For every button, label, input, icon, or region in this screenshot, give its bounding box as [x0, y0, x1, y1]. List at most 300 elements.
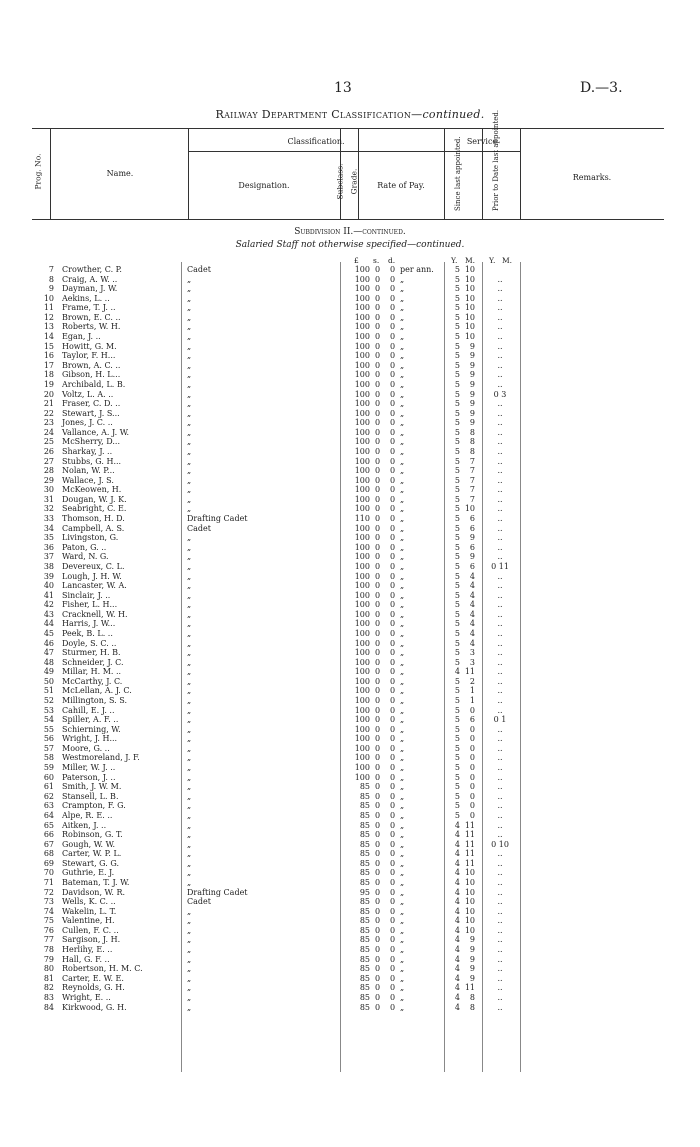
prog-no: 45	[43, 628, 54, 638]
pay-pounds: 85	[359, 954, 370, 964]
staff-name: Crampton, F. G.	[62, 801, 126, 811]
staff-name: Sargison, J. H.	[62, 935, 121, 945]
pay-period: „	[400, 581, 405, 591]
service-years: 5	[454, 628, 460, 638]
service-years: 4	[454, 897, 460, 907]
pay-pounds: 100	[354, 408, 370, 418]
pay-period: „	[400, 858, 405, 868]
prior-service: ..	[497, 801, 503, 811]
pay-pence: 0	[390, 638, 396, 648]
pay-pounds: 100	[354, 619, 370, 629]
header-subclass: Subclass.	[335, 163, 345, 200]
staff-name: Aitken, J. ..	[62, 820, 107, 830]
pay-pounds: 100	[354, 456, 370, 466]
staff-name: Stubbs, G. H...	[62, 456, 122, 466]
designation: „	[187, 542, 192, 552]
pay-period: „	[400, 523, 405, 533]
designation: „	[187, 1002, 192, 1012]
pay-period: „	[400, 600, 405, 610]
pay-pounds: 100	[354, 686, 370, 696]
designation: „	[187, 408, 192, 418]
table-row	[0, 974, 700, 984]
prog-no: 41	[43, 590, 54, 600]
header-classification: Classification.	[287, 137, 345, 146]
table-row	[0, 782, 700, 792]
staff-name: Voltz, L. A. ..	[62, 389, 114, 399]
pay-period: „	[400, 274, 405, 284]
pay-period: „	[400, 533, 405, 543]
designation: „	[187, 274, 192, 284]
service-months: 11	[464, 839, 475, 849]
prior-service: ..	[497, 485, 503, 495]
designation: „	[187, 667, 192, 677]
service-months: 10	[464, 878, 475, 887]
prog-no: 13	[43, 322, 54, 332]
designation: „	[187, 485, 192, 495]
pay-pence: 0	[390, 494, 396, 504]
prog-no: 76	[43, 925, 54, 935]
pay-shillings: 0	[375, 925, 381, 935]
pay-shillings: 0	[375, 379, 381, 389]
prior-service: ..	[497, 437, 503, 447]
service-months: 4	[469, 571, 475, 581]
pay-pounds: 100	[354, 590, 370, 600]
pay-period: „	[400, 868, 405, 878]
pay-shillings: 0	[375, 705, 381, 715]
staff-name: Robinson, G. T.	[62, 830, 123, 840]
pay-pence: 0	[390, 954, 396, 964]
prog-no: 42	[43, 600, 54, 610]
pay-shillings: 0	[375, 887, 381, 897]
service-months: 8	[469, 992, 475, 1002]
service-years: 5	[454, 533, 460, 543]
staff-name: Craig, A. W. ..	[62, 274, 118, 284]
table-row	[0, 485, 700, 495]
table-row	[0, 677, 700, 687]
col-divider	[50, 129, 51, 219]
table-row	[0, 696, 700, 706]
prog-no: 59	[43, 763, 54, 773]
service-years: 4	[454, 830, 460, 840]
service-years: 4	[454, 973, 460, 983]
staff-name: McLellan, A. J. C.	[62, 686, 132, 696]
service-months: 7	[469, 485, 475, 495]
pay-period: „	[400, 935, 405, 945]
designation: „	[187, 619, 192, 629]
pay-shillings: 0	[375, 648, 381, 658]
pay-period: „	[400, 734, 405, 744]
service-months: 6	[469, 542, 475, 552]
prog-no: 7	[48, 265, 54, 274]
prior-service: ..	[497, 494, 503, 504]
table-row	[0, 524, 700, 534]
prior-service: ..	[497, 964, 503, 974]
service-months: 10	[464, 925, 475, 935]
service-years: 5	[454, 561, 460, 571]
prior-service: ..	[497, 897, 503, 907]
designation: „	[187, 724, 192, 734]
staff-name: Wallace, J. S.	[62, 475, 114, 485]
table-row	[0, 342, 700, 352]
pay-shillings: 0	[375, 676, 381, 686]
header-service: Service	[466, 137, 498, 146]
prog-no: 40	[43, 581, 54, 591]
prior-service: ..	[497, 992, 503, 1002]
staff-name: Livingston, G.	[62, 533, 119, 543]
service-months: 10	[464, 332, 475, 342]
staff-name: Ward, N. G.	[62, 552, 109, 562]
pay-shillings: 0	[375, 370, 381, 380]
pay-pounds: 85	[359, 973, 370, 983]
pay-shillings: 0	[375, 399, 381, 409]
service-years: 5	[454, 446, 460, 456]
prior-service: ..	[497, 571, 503, 581]
pay-period: „	[400, 696, 405, 706]
staff-name: Millar, H. M. ..	[62, 667, 122, 677]
pay-shillings: 0	[375, 753, 381, 763]
prior-service: ..	[497, 504, 503, 514]
prog-no: 36	[43, 542, 54, 552]
staff-name: Wakelin, L. T.	[62, 906, 117, 916]
prior-service: ..	[497, 332, 503, 342]
pay-pounds: 85	[359, 906, 370, 916]
designation: „	[187, 916, 192, 926]
pay-shillings: 0	[375, 284, 381, 294]
prior-service: ..	[497, 322, 503, 332]
table-row	[0, 380, 700, 390]
service-years: 5	[454, 791, 460, 801]
staff-name: Millington, S. S.	[62, 696, 127, 706]
designation: „	[187, 782, 192, 792]
pay-period: „	[400, 849, 405, 859]
designation: Cadet	[187, 265, 211, 274]
staff-name: Herlihy, E. ..	[62, 945, 113, 955]
service-years: 4	[454, 849, 460, 859]
prog-no: 58	[43, 753, 54, 763]
header-name: Name.	[106, 169, 134, 178]
pay-pence: 0	[390, 782, 396, 792]
pay-shillings: 0	[375, 782, 381, 792]
pay-pounds: 110	[354, 514, 370, 524]
pay-pence: 0	[390, 561, 396, 571]
table-row	[0, 619, 700, 629]
prog-no: 10	[43, 293, 54, 303]
unit-year-prior: Y.	[489, 256, 496, 265]
pay-pence: 0	[390, 514, 396, 524]
table-row	[0, 897, 700, 907]
designation: „	[187, 973, 192, 983]
service-years: 5	[454, 322, 460, 332]
pay-shillings: 0	[375, 763, 381, 773]
pay-period: „	[400, 475, 405, 485]
designation: „	[187, 533, 192, 543]
service-years: 5	[454, 293, 460, 303]
unit-month: M.	[465, 256, 476, 265]
staff-name: Roberts, W. H.	[62, 322, 121, 332]
designation: „	[187, 609, 192, 619]
pay-period: „	[400, 399, 405, 409]
designation: „	[187, 906, 192, 916]
prior-service: ..	[497, 514, 503, 524]
pay-period: „	[400, 638, 405, 648]
service-years: 5	[454, 303, 460, 313]
prior-service: ..	[497, 878, 503, 887]
document-reference: D.—3.	[580, 80, 623, 96]
pay-period: „	[400, 945, 405, 955]
service-years: 5	[454, 571, 460, 581]
prior-service: ..	[497, 705, 503, 715]
designation: „	[187, 399, 192, 409]
prior-service: ..	[497, 427, 503, 437]
staff-name: Egan, J. ..	[62, 332, 101, 342]
prior-service: ..	[497, 619, 503, 629]
prog-no: 77	[43, 935, 54, 945]
prog-no: 24	[43, 427, 54, 437]
header-prior-to: Prior to Date last appointed.	[492, 109, 500, 211]
pay-pounds: 100	[354, 446, 370, 456]
service-years: 5	[454, 427, 460, 437]
service-years: 4	[454, 916, 460, 926]
service-years: 5	[454, 743, 460, 753]
service-months: 10	[464, 284, 475, 294]
service-months: 9	[469, 399, 475, 409]
service-years: 4	[454, 868, 460, 878]
table-row	[0, 878, 700, 888]
prog-no: 80	[43, 964, 54, 974]
designation: „	[187, 992, 192, 1002]
service-years: 5	[454, 408, 460, 418]
prog-no: 34	[43, 523, 54, 533]
staff-name: Wright, J. H...	[62, 734, 118, 744]
pay-shillings: 0	[375, 446, 381, 456]
prior-service: ..	[497, 1002, 503, 1012]
pay-pounds: 85	[359, 849, 370, 859]
header-prog-no: Prog. No.	[33, 153, 43, 190]
prior-service: ..	[497, 925, 503, 935]
service-years: 4	[454, 820, 460, 830]
pay-pence: 0	[390, 906, 396, 916]
designation: „	[187, 657, 192, 667]
pay-pounds: 100	[354, 485, 370, 495]
staff-name: Spiller, A. F. ..	[62, 715, 119, 725]
pay-shillings: 0	[375, 628, 381, 638]
pay-pounds: 100	[354, 571, 370, 581]
service-months: 11	[464, 983, 475, 993]
service-months: 0	[469, 734, 475, 744]
staff-name: McCarthy, J. C.	[62, 676, 123, 686]
prior-service: ..	[497, 868, 503, 878]
service-years: 5	[454, 274, 460, 284]
prior-service: ..	[497, 284, 503, 294]
staff-name: Stansell, L. B.	[62, 791, 119, 801]
prog-no: 21	[43, 399, 54, 409]
prior-service: ..	[497, 542, 503, 552]
prog-no: 79	[43, 954, 54, 964]
prior-service: ..	[497, 303, 503, 313]
pay-pounds: 100	[354, 657, 370, 667]
pay-pounds: 100	[354, 772, 370, 782]
service-months: 11	[464, 830, 475, 840]
service-years: 5	[454, 619, 460, 629]
prior-service: ..	[497, 858, 503, 868]
pay-period: „	[400, 542, 405, 552]
pay-pounds: 100	[354, 724, 370, 734]
designation: „	[187, 284, 192, 294]
pay-pounds: 100	[354, 322, 370, 332]
staff-name: Gough, W. W.	[62, 839, 115, 849]
staff-name: Westmoreland, J. F.	[62, 753, 140, 763]
prog-no: 64	[43, 810, 54, 820]
designation: „	[187, 561, 192, 571]
pay-shillings: 0	[375, 514, 381, 524]
pay-pence: 0	[390, 475, 396, 485]
service-months: 4	[469, 609, 475, 619]
designation: „	[187, 638, 192, 648]
pay-pence: 0	[390, 312, 396, 322]
designation: „	[187, 341, 192, 351]
staff-name: Lough, J. H. W.	[62, 571, 122, 581]
pay-shillings: 0	[375, 408, 381, 418]
pay-period: „	[400, 973, 405, 983]
staff-name: Seabright, C. E.	[62, 504, 127, 514]
pay-period: „	[400, 791, 405, 801]
table-row	[0, 888, 700, 898]
service-years: 5	[454, 590, 460, 600]
service-months: 10	[464, 312, 475, 322]
pay-shillings: 0	[375, 839, 381, 849]
pay-pounds: 100	[354, 734, 370, 744]
staff-name: Crowther, C. P.	[62, 265, 122, 274]
service-years: 5	[454, 360, 460, 370]
designation: „	[187, 389, 192, 399]
pay-pence: 0	[390, 849, 396, 859]
pay-pence: 0	[390, 552, 396, 562]
prog-no: 46	[43, 638, 54, 648]
pay-pounds: 85	[359, 858, 370, 868]
pay-pence: 0	[390, 897, 396, 907]
pay-period: „	[400, 878, 405, 887]
prog-no: 84	[43, 1002, 54, 1012]
service-years: 5	[454, 494, 460, 504]
designation: „	[187, 628, 192, 638]
pay-shillings: 0	[375, 983, 381, 993]
pay-period: „	[400, 897, 405, 907]
service-months: 9	[469, 973, 475, 983]
designation: „	[187, 925, 192, 935]
pay-period: „	[400, 322, 405, 332]
pay-pounds: 100	[354, 312, 370, 322]
service-months: 9	[469, 408, 475, 418]
designation: „	[187, 801, 192, 811]
table-row	[0, 753, 700, 763]
pay-pounds: 100	[354, 332, 370, 342]
prior-service: ..	[497, 293, 503, 303]
service-months: 8	[469, 427, 475, 437]
service-months: 3	[469, 657, 475, 667]
service-years: 5	[454, 475, 460, 485]
prior-service: ..	[497, 676, 503, 686]
table-row	[0, 533, 700, 543]
staff-name: Brown, E. C. ..	[62, 312, 121, 322]
pay-shillings: 0	[375, 945, 381, 955]
pay-pounds: 85	[359, 810, 370, 820]
prog-no: 16	[43, 351, 54, 361]
prog-no: 71	[43, 878, 54, 887]
prior-service: ..	[497, 552, 503, 562]
pay-pounds: 85	[359, 830, 370, 840]
service-months: 9	[469, 945, 475, 955]
pay-period: „	[400, 820, 405, 830]
pay-shillings: 0	[375, 638, 381, 648]
pay-shillings: 0	[375, 581, 381, 591]
table-row	[0, 581, 700, 591]
designation: „	[187, 475, 192, 485]
table-row	[0, 868, 700, 878]
pay-pence: 0	[390, 676, 396, 686]
prior-service: ..	[497, 791, 503, 801]
staff-name: Robertson, H. M. C.	[62, 964, 143, 974]
pay-shillings: 0	[375, 810, 381, 820]
pay-period: „	[400, 284, 405, 294]
designation: „	[187, 590, 192, 600]
pay-period: „	[400, 1002, 405, 1012]
pay-pounds: 85	[359, 983, 370, 993]
staff-name: Schneider, J. C.	[62, 657, 124, 667]
designation: „	[187, 772, 192, 782]
prior-service: ..	[497, 456, 503, 466]
prior-service: ..	[497, 600, 503, 610]
staff-name: Nolan, W. P...	[62, 466, 115, 476]
service-months: 4	[469, 590, 475, 600]
table-row	[0, 955, 700, 965]
service-months: 2	[469, 676, 475, 686]
prog-no: 35	[43, 533, 54, 543]
service-years: 5	[454, 284, 460, 294]
prog-no: 44	[43, 619, 54, 629]
pay-shillings: 0	[375, 418, 381, 428]
pay-period: „	[400, 370, 405, 380]
pay-pounds: 100	[354, 399, 370, 409]
table-row	[0, 562, 700, 572]
table-row	[0, 361, 700, 371]
pay-pounds: 100	[354, 705, 370, 715]
service-years: 4	[454, 945, 460, 955]
prior-service: ..	[497, 743, 503, 753]
pay-shillings: 0	[375, 619, 381, 629]
table-row	[0, 629, 700, 639]
designation: Drafting Cadet	[187, 514, 248, 524]
service-months: 7	[469, 475, 475, 485]
pay-shillings: 0	[375, 1002, 381, 1012]
pay-pence: 0	[390, 715, 396, 725]
table-row	[0, 610, 700, 620]
pay-pence: 0	[390, 820, 396, 830]
pay-period: „	[400, 954, 405, 964]
prog-no: 49	[43, 667, 54, 677]
prog-no: 60	[43, 772, 54, 782]
pay-shillings: 0	[375, 322, 381, 332]
designation: „	[187, 715, 192, 725]
staff-name: Sturmer, H. B.	[62, 648, 121, 658]
pay-pounds: 100	[354, 265, 370, 274]
pay-pence: 0	[390, 542, 396, 552]
designation: „	[187, 696, 192, 706]
table-row	[0, 390, 700, 400]
table-row	[0, 265, 700, 275]
prior-service: ..	[497, 360, 503, 370]
pay-period: „	[400, 743, 405, 753]
pay-period: „	[400, 389, 405, 399]
